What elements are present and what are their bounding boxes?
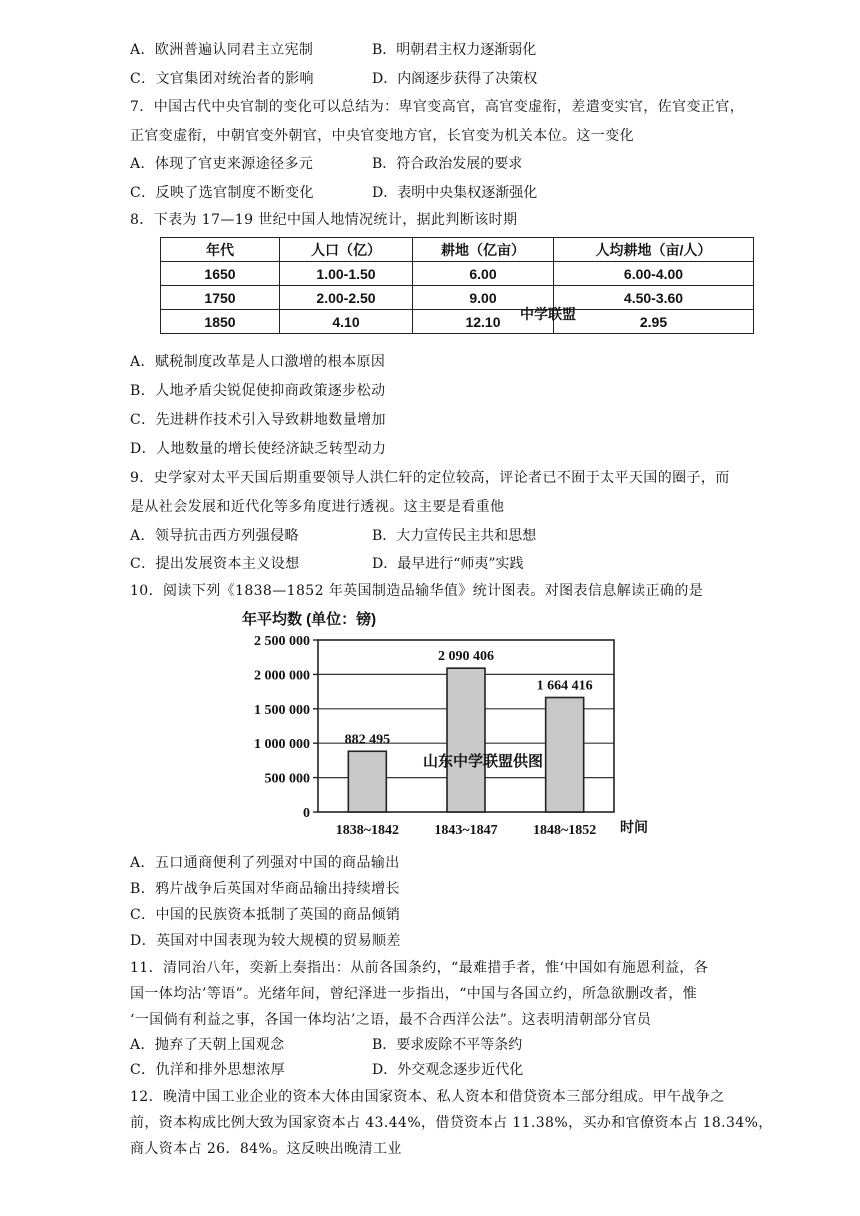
table-cell: 1750: [161, 286, 280, 310]
q8-option-a: A．赋税制度改革是人口激增的根本原因: [130, 354, 386, 370]
table-cell: 12.10: [413, 310, 554, 334]
chart-x-axis-label: 时间: [620, 819, 648, 835]
table-watermark: 中学联盟: [520, 306, 576, 322]
q10-option-c: C．中国的民族资本抵制了英国的商品倾销: [130, 907, 401, 923]
chart-x-tick-label: 1848~1852: [533, 823, 597, 838]
q7-option-d: D．表明中央集权逐渐强化: [372, 185, 538, 201]
chart-watermark: 山东中学联盟供图: [423, 753, 544, 770]
q9-stem-line-2: 是从社会发展和近代化等多角度进行透视。这主要是看重他: [130, 499, 505, 515]
chart-bar: [447, 668, 485, 812]
export-bar-chart: [230, 600, 650, 840]
chart-y-axis-label: 年平均数 (单位：镑): [242, 611, 377, 628]
q12-stem-line-3: 商人资本占 26．84%。这反映出晚清工业: [130, 1141, 402, 1157]
table-header-cell: 人均耕地（亩/人）: [554, 238, 754, 262]
table-header-cell: 年代: [161, 238, 280, 262]
table-header-cell: 人口（亿）: [280, 238, 413, 262]
chart-y-tick-label: 0: [303, 806, 310, 821]
table-row: [161, 310, 754, 334]
q6-option-a: A．欧洲普遍认同君主立宪制: [130, 42, 314, 58]
q7-stem-line-2: 正官变虚衔，中朝官变外朝官，中央官变地方官，长官变为机关本位。这一变化: [130, 128, 634, 144]
table-row: [161, 286, 754, 310]
table-header-cell: 耕地（亿亩）: [413, 238, 554, 262]
table-cell: 2.95: [554, 310, 754, 334]
chart-y-tick-label: 2 500 000: [254, 634, 310, 649]
table-header-row: [161, 238, 754, 262]
q11-stem-line-2: 国一体均沾’等语”。光绪年间，曾纪泽进一步指出，“中国与各国立约，所急欲删改者，惟: [130, 986, 698, 1002]
q8-option-b: B．人地矛盾尖锐促使抑商政策逐步松动: [130, 383, 386, 399]
q8-option-c: C．先进耕作技术引入导致耕地数量增加: [130, 412, 386, 428]
q11-stem-line-1: 11．清同治八年，奕新上奏指出：从前各国条约，“最难措手者，惟‘中国如有施恩利益，各: [130, 960, 709, 976]
table-cell: 2.00-2.50: [280, 286, 413, 310]
chart-x-tick-label: 1843~1847: [434, 823, 498, 838]
q11-option-d: D．外交观念逐步近代化: [372, 1062, 524, 1078]
q7-stem-line-1: 7．中国古代中央官制的变化可以总结为：卑官变高官，高官变虚衔，差遣变实官，佐官变正官，: [130, 99, 745, 115]
q8-stem: 8．下表为 17—19 世纪中国人地情况统计，据此判断该时期: [130, 212, 518, 228]
table-cell: 1650: [161, 262, 280, 286]
q10-stem: 10．阅读下列《1838—1852 年英国制造品输华值》统计图表。对图表信息解读正确的是: [130, 583, 704, 599]
q9-option-a: A．领导抗击西方列强侵略: [130, 528, 299, 544]
table-cell: 6.00: [413, 262, 554, 286]
table-row: [161, 262, 754, 286]
q9-option-d: D．最早进行“师夷”实践: [372, 556, 524, 572]
chart-x-tick-label: 1838~1842: [335, 823, 399, 838]
chart-data-label: 882 495: [344, 732, 391, 748]
chart-data-label: 2 090 406: [438, 649, 494, 665]
q7-option-a: A．体现了官吏来源途径多元: [130, 156, 314, 172]
q8-option-d: D．人地数量的增长使经济缺乏转型动力: [130, 441, 387, 457]
table-cell: 1.00-1.50: [280, 262, 413, 286]
q10-option-b: B．鸦片战争后英国对华商品输出持续增长: [130, 881, 400, 897]
q11-option-c: C．仇洋和排外思想浓厚: [130, 1062, 286, 1078]
q9-stem-line-1: 9．史学家对太平天国后期重要领导人洪仁轩的定位较高，评论者已不囿于太平天国的圈子，而: [130, 470, 730, 486]
table-cell: 9.00: [413, 286, 554, 310]
table-cell: 4.50-3.60: [554, 286, 754, 310]
q11-stem-line-3: ‘一国倘有利益之事，各国一体均沾’之语，最不合西洋公法”。这表明清朝部分官员: [130, 1012, 652, 1028]
q6-option-c: C．文官集团对统治者的影响: [130, 71, 314, 87]
chart-y-tick-label: 1 000 000: [254, 737, 310, 753]
q6-option-d: D．内阁逐步获得了决策权: [372, 71, 538, 87]
q7-option-b: B．符合政治发展的要求: [372, 156, 523, 172]
chart-y-tick-label: 2 000 000: [254, 668, 310, 684]
q9-option-b: B．大力宣传民主共和思想: [372, 528, 537, 544]
q7-option-c: C．反映了选官制度不断变化: [130, 185, 314, 201]
chart-bar: [348, 751, 386, 812]
q10-option-d: D．英国对中国表现为较大规模的贸易顺差: [130, 933, 401, 949]
chart-data-label: 1 664 416: [536, 678, 593, 694]
table-cell: 6.00-4.00: [554, 262, 754, 286]
q12-stem-line-1: 12．晚清中国工业企业的资本大体由国家资本、私人资本和借贷资本三部分组成。甲午战争之: [130, 1089, 725, 1105]
population-land-table: [160, 237, 754, 334]
q10-option-a: A．五口通商便利了列强对中国的商品输出: [130, 855, 400, 871]
chart-bar: [546, 697, 584, 812]
q12-stem-line-2: 前，资本构成比例大致为国家资本占 43.44%，借贷资本占 11.38%，买办和官僚资本占 18.34%，: [130, 1115, 773, 1131]
q6-option-b: B．明朝君主权力逐渐弱化: [372, 42, 537, 58]
table-cell: 1850: [161, 310, 280, 334]
chart-y-tick-label: 1 500 000: [254, 702, 310, 718]
q9-option-c: C．提出发展资本主义设想: [130, 556, 300, 572]
q11-option-b: B．要求废除不平等条约: [372, 1037, 523, 1053]
q11-option-a: A．抛弃了天朝上国观念: [130, 1037, 285, 1053]
table-cell: 4.10: [280, 310, 413, 334]
chart-y-tick-label: 500 000: [264, 771, 310, 787]
